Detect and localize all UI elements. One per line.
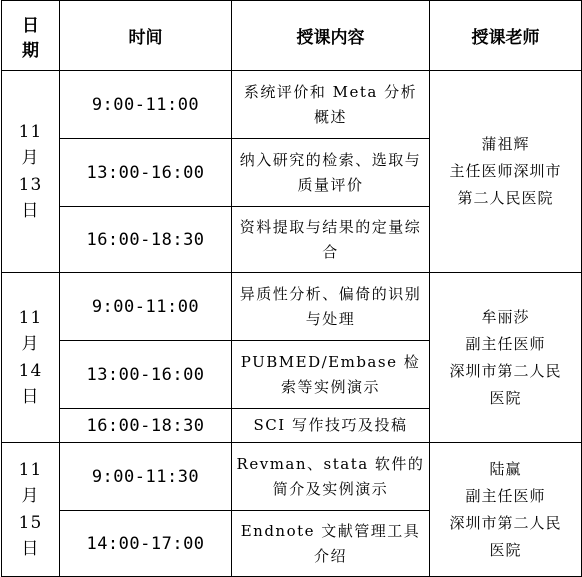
course-schedule-table <box>1 0 582 577</box>
date-suffix: 日 <box>21 386 40 407</box>
session-content: 系统评价和 Meta 分析概述 <box>232 71 430 139</box>
date-number: 11 <box>18 459 43 480</box>
date-month: 月 <box>21 334 40 355</box>
teacher-title: 副主任医师 <box>465 486 546 505</box>
header-content: 授课内容 <box>232 1 430 71</box>
session-time: 14:00-17:00 <box>60 511 232 577</box>
date-suffix: 日 <box>21 538 40 559</box>
date-month: 月 <box>21 148 40 169</box>
session-time: 9:00-11:00 <box>60 71 232 139</box>
header-date-line2: 期 <box>22 40 39 61</box>
teacher-name: 牟丽莎 <box>481 307 530 326</box>
header-time: 时间 <box>60 1 232 71</box>
date-cell-day2 <box>2 273 60 443</box>
date-number: 11 <box>18 307 43 328</box>
teacher-title: 主任医师深圳市 <box>449 162 562 180</box>
teacher-title: 副主任医师 <box>465 334 546 353</box>
teacher-hospital: 深圳市第二人民 <box>449 513 562 532</box>
session-content: Revman、stata 软件的简介及实例演示 <box>232 443 430 511</box>
session-content: SCI 写作技巧及投稿 <box>232 409 430 443</box>
teacher-hospital: 第二人民医院 <box>457 189 554 207</box>
date-day: 15 <box>18 512 43 533</box>
teacher-name: 蒲祖辉 <box>481 135 530 153</box>
header-teacher: 授课老师 <box>430 1 582 71</box>
session-content: 异质性分析、偏倚的识别与处理 <box>232 273 430 341</box>
session-content: 纳入研究的检索、选取与质量评价 <box>232 139 430 207</box>
session-time: 9:00-11:00 <box>60 273 232 341</box>
session-content: 资料提取与结果的定量综合 <box>232 207 430 273</box>
table-row <box>2 71 582 139</box>
date-suffix: 日 <box>21 200 40 221</box>
teacher-hospital-cont: 医院 <box>489 388 522 407</box>
date-cell-day3 <box>2 443 60 577</box>
teacher-name: 陆赢 <box>489 459 522 478</box>
date-month: 月 <box>21 486 40 507</box>
date-day: 14 <box>18 360 43 381</box>
header-date-line1: 日 <box>22 15 39 36</box>
session-content: Endnote 文献管理工具介绍 <box>232 511 430 577</box>
session-time: 16:00-18:30 <box>60 207 232 273</box>
teacher-cell-day1 <box>430 71 582 273</box>
date-cell-day1 <box>2 71 60 273</box>
session-time: 13:00-16:00 <box>60 341 232 409</box>
session-time: 9:00-11:30 <box>60 443 232 511</box>
teacher-hospital-cont: 医院 <box>489 540 522 559</box>
header-row <box>2 1 582 71</box>
session-content: PUBMED/Embase 检索等实例演示 <box>232 341 430 409</box>
table-row <box>2 443 582 511</box>
teacher-cell-day3 <box>430 443 582 577</box>
teacher-hospital: 深圳市第二人民 <box>449 361 562 380</box>
header-date <box>2 1 60 71</box>
date-number: 11 <box>18 121 43 142</box>
teacher-cell-day2 <box>430 273 582 443</box>
session-time: 13:00-16:00 <box>60 139 232 207</box>
date-day: 13 <box>18 174 43 195</box>
table-row <box>2 273 582 341</box>
session-time: 16:00-18:30 <box>60 409 232 443</box>
